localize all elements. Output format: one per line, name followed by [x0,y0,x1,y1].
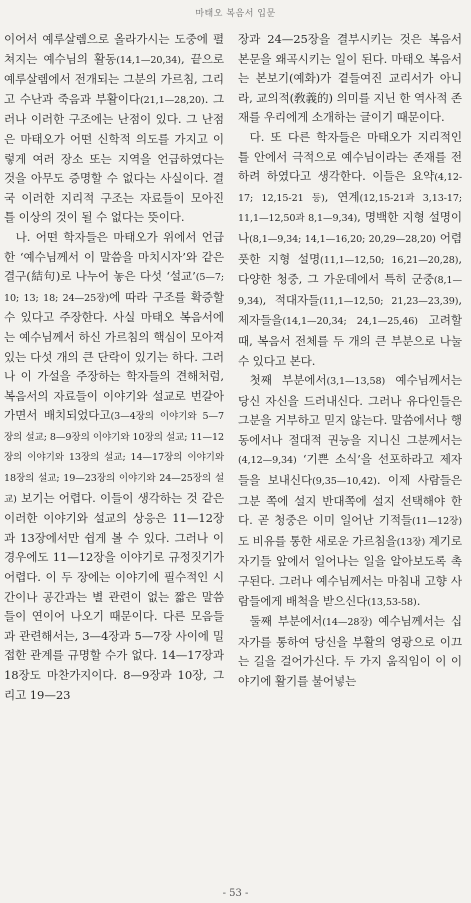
body-text: , 제자들을 [238,292,462,328]
paragraph [238,612,462,691]
paragraph [238,128,462,371]
body-text: 다. 또 다른 학자들은 마태오가 지리적인 틀 안에서 극적으로 예수님이라는 존재를 전하려 하였다고 생각한다. 이들은 요약 [238,129,462,184]
body-text: 이어서 예루살렘으로 올라가시는 도중에 펼쳐지는 예수님의 활동 [4,32,224,66]
body-text: 장과 24—25장을 결부시키는 것은 복음서 본문을 왜곡시키는 일이 된다. 마태오 복음서는 본보기(예화)가 곁들여진 교리서가 아니라, 교의적(敎義的) 의미를 지닌 한 역사적 존재를 우리에게 소개하는 글이기 때문이다. [238,32,462,125]
body-text: , 끝으로 예루살렘에서 전개되는 그분의 가르침, 그리고 수난과 죽음과 부활이다 [4,51,224,106]
citation-text: (11,1—12,50; 21,23—23,39) [319,295,459,307]
citation-text: (9,35—10,42) [312,476,377,488]
citation-text: (3,1—13,58) [326,376,386,388]
left-column [4,30,224,705]
citation-text: (4,12—9,34) [238,455,297,467]
body-text: 어렴풋한 지형 설명 [238,230,462,266]
right-column [238,30,462,692]
body-text: . 이제 사람들은 그분 쪽에 설지 반대쪽에 설지 선택해야 한다. 곧 청중은 이미 일어난 기적들 [238,473,463,528]
citation-text: (12,15-21과 3,13-17; 11,1—12,50과 8,1—9,34) [238,192,462,225]
citation-text: (13,53-58) [367,596,417,608]
citation-text: (8,1—9,34; 14,1—16,20; 20,29—28,20) [249,233,436,245]
citation-text: (13장) [396,536,426,548]
body-text: 나. 어떤 학자들은 마태오가 위에서 언급한 ‘예수님께서 이 말씀을 마치시자’와 같은 결구(結句)로 나누어 놓은 다섯 ‘설교’ [4,229,224,284]
citation-text: (14,1—20,34) [116,54,181,66]
body-text: 고려할 때, 복음서 전체를 두 개의 큰 부분으로 나눌 수 있다고 본다. [238,313,462,368]
citation-text: (21,1—28,20) [139,94,205,106]
citation-text: (14—28장) [322,617,373,629]
body-text: 도 비유를 통한 새로운 가르침을 [238,533,397,548]
page-number: - 53 - [222,888,249,899]
citation-text: (3—4장의 이야기와 5—7장의 설교; 8—9장의 이야기와 10장의 설교; 11—12장의 이야기와 13장의 설교; 14—17장의 이야기와 18장의 설교; 19—23장의 이야기와 24—25장의 설교) [4,411,224,505]
body-text: 예수님께서는 십자가를 통하여 당신을 부활의 영광으로 이끄는 길을 걸어가신다. 두 가지 움직임이 이 이야기에 활기를 불어넣는 [238,614,463,688]
running-header: 마태오 복음서 입문 [195,9,276,19]
paragraph [238,371,462,612]
body-text: , 연계 [324,189,360,204]
body-text: ‘기쁜 소식’을 선포하라고 제자들을 보내신다 [238,452,462,488]
body-text: 에 따라 구조를 확증할 수 있다고 주장한다. 사실 마태오 복음서에는 예수님께서 하신 가르침의 핵심이 모아져 있는 다섯 개의 큰 단락이 있기는 하다. 그러나 이 가설을 주장하는 학자들의 견해처럼, 복음서의 자료들이 이야기와 설교로 번갈아 가면서 배치되었다고 [4,289,224,423]
body-text: 계기로 자기들 앞에서 일어나는 일을 알아보도록 촉구된다. 그러나 예수님께서는 마침내 고향 사람들에게 배척을 받으신다 [238,533,462,608]
citation-text: (14,1—20,34; 24,1—25,46) [282,316,418,328]
body-text: , 다양한 청중, 그 가운데에서 특히 군중 [238,251,462,287]
body-text: 첫째 부분에서 [249,373,327,388]
citation-text: (5—7; 10; 13; 18; 24—25장) [4,272,224,304]
paragraph [4,228,224,705]
citation-text: (4,12-17; 12,15-21 등) [238,172,462,204]
body-text: , 적대자들 [262,292,320,307]
paragraph [4,30,224,228]
body-text: . 그러나 이러한 구조에는 난점이 있다. 그 난점은 마태오가 어떤 신학적 의도를 가지고 이렇게 여러 장소 또는 지역을 언급하였다는 것을 아무도 증명할 수 없다는 사실이다. 결국 이러한 지리적 구조는 자료들이 모아진 틀 이상의 것이 될 수 없다는 뜻이다. [4,91,224,225]
citation-text: (11,1—12,50; 16,21—20,28) [320,254,459,266]
body-text: . [416,593,421,608]
body-text: 예수님께서는 당신 자신을 드러내신다. 그러나 유다인들은 그분을 거부하고 믿지 않는다. 말씀에서나 행동에서나 절대적 권능을 지니신 그분께서는 [238,373,463,447]
body-text: 보기는 어렵다. 이들이 생각하는 것 같은 이러한 이야기와 설교의 상응은 11—12장과 13장에서만 쉽게 볼 수 있다. 그러나 이 경우에도 11—12장을 이야기로 규정짓기가 어렵다. 이 두 장에는 이야기에 필수적인 시간이나 공간과는 별 관련이 없는 짧은 말씀들이 연이어 나오기 때문이다. 다른 모음들과 관련해서는, 3—4장과 5—7장 사이에 밀접한 관계를 규명할 수가 없다. 14—17장과 18장도 마찬가지이다. 8—9장과 10장, 그리고 19—23 [4,490,224,702]
paragraph [238,30,462,128]
citation-text: (11—12장) [412,516,462,528]
body-text: , 명백한 지형 설명이나 [238,210,463,245]
citation-text: (8,1—9,34) [238,275,462,307]
body-text: 둘째 부분에서 [249,614,323,629]
